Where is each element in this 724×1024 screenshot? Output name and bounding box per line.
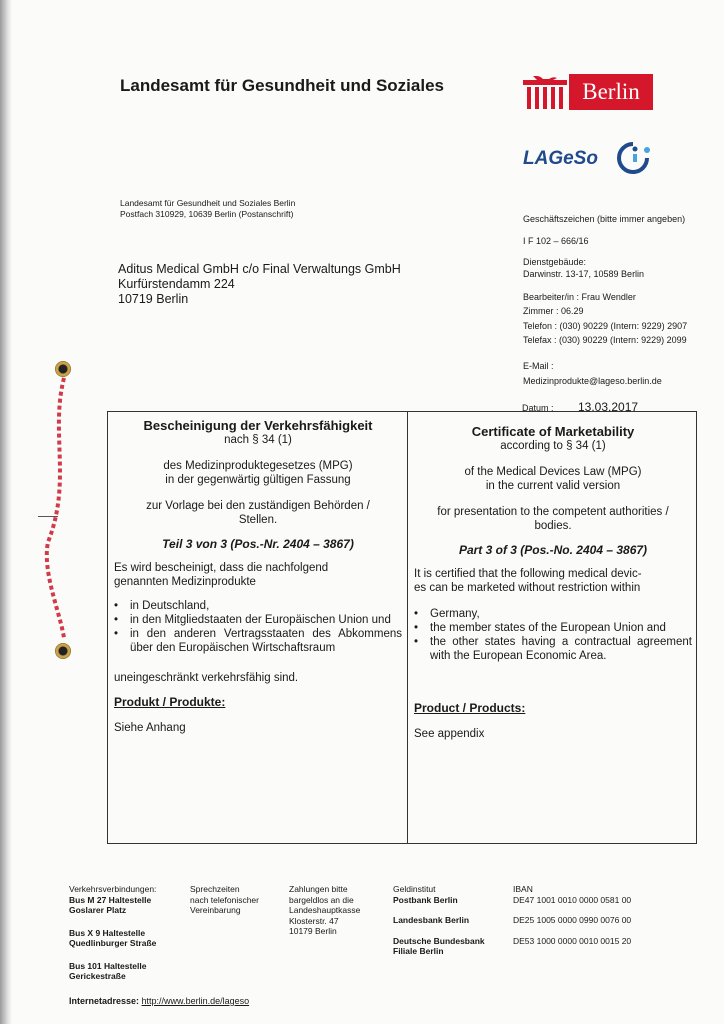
- grommet-bottom-icon: [55, 643, 71, 659]
- iban-1: DE47 1001 0010 0000 0581 00: [513, 894, 632, 905]
- lageso-emblem-icon: [611, 140, 655, 176]
- english-part: Part 3 of 3 (Pos.-No. 2404 – 3867): [458, 543, 648, 557]
- german-product-value: Siehe Anhang: [114, 722, 186, 734]
- german-sub: nach § 34 (1): [224, 434, 292, 446]
- authority-title: Landesamt für Gesundheit und Soziales: [120, 76, 444, 95]
- fax: Telefax : (030) 90229 (Intern: 9229) 2099: [523, 335, 687, 345]
- sender-line-2: Postfach 310929, 10639 Berlin (Postanschrift): [120, 209, 294, 219]
- german-product-label: Produkt / Produkte:: [114, 695, 226, 709]
- footer-payment: [289, 884, 360, 937]
- bus-2-stop: Quedlinburger Straße: [69, 938, 157, 948]
- recipient-line-3: 10719 Berlin: [118, 292, 189, 306]
- german-law-1: des Medizinproduktegesetzes (MPG): [163, 460, 353, 472]
- pay-4: Klosterstr. 47: [289, 915, 339, 926]
- column-divider: [407, 412, 408, 843]
- date-value: 13.03.2017: [578, 400, 639, 414]
- footer-banks: [393, 884, 485, 957]
- clerk: Bearbeiter/in : Frau Wendler: [523, 292, 636, 302]
- berlin-bear-icon: [523, 76, 567, 110]
- date-label: Datum :: [522, 403, 554, 413]
- bus-3-stop: Gerickestraße: [69, 971, 126, 981]
- building-value: Darwinstr. 13-17, 10589 Berlin: [523, 269, 645, 279]
- pay-3: Landeshauptkasse: [289, 905, 361, 915]
- german-part: Teil 3 von 3 (Pos.-Nr. 2404 – 3867): [162, 537, 354, 551]
- ribbon-string-icon: [42, 372, 82, 642]
- email-value: Medizinprodukte@lageso.berlin.de: [523, 376, 662, 386]
- pay-1: Zahlungen bitte: [289, 884, 348, 894]
- footer-hours: [190, 884, 259, 916]
- footer-web: [69, 996, 249, 1006]
- transport-label: Verkehrsverbindungen:: [69, 884, 157, 894]
- bank-label: Geldinstitut: [393, 884, 436, 894]
- german-intro-2: genannten Medizinprodukte: [114, 576, 256, 588]
- german-intro-1: Es wird bescheinigt, dass die nachfolgend: [114, 562, 329, 574]
- phone: Telefon : (030) 90229 (Intern: 9229) 2907: [523, 321, 688, 331]
- web-label: Internetadresse:: [69, 996, 140, 1006]
- building-label: Dienstgebäude:: [523, 257, 587, 267]
- iban-label: IBAN: [513, 884, 533, 894]
- german-purpose-2: Stellen.: [238, 514, 278, 526]
- bank-3a: Deutsche Bundesbank: [393, 935, 485, 946]
- bank-1: Postbank Berlin: [393, 894, 458, 905]
- english-bullet-3: • the other states having a contractual agreement with the European Economic Area.: [414, 635, 692, 663]
- german-law-2: in der gegenwärtig gültigen Fassung: [165, 474, 351, 486]
- english-product-label: Product / Products:: [414, 701, 526, 715]
- room: Zimmer : 06.29: [523, 306, 584, 316]
- german-bullet-2: • in den Mitgliedstaaten der Europäischen Union und: [114, 613, 402, 627]
- bus-3: Bus 101 Haltestelle: [69, 960, 147, 971]
- german-bullet-1: • in Deutschland,: [114, 599, 402, 613]
- english-law-1: of the Medical Devices Law (MPG): [464, 466, 642, 478]
- lageso-logo: [523, 140, 663, 176]
- berlin-logo: [523, 74, 653, 110]
- recipient-address: [118, 262, 401, 307]
- footer-transport: [69, 884, 156, 982]
- english-purpose-1: for presentation to the competent authorities /: [437, 506, 669, 518]
- german-column: [114, 412, 402, 735]
- german-heading: Bescheinigung der Verkehrsfähigkeit: [143, 418, 373, 433]
- german-purpose-1: zur Vorlage bei den zuständigen Behörden /: [146, 500, 370, 512]
- bank-3b: Filiale Berlin: [393, 946, 444, 956]
- bus-1-stop: Goslarer Platz: [69, 905, 127, 915]
- english-intro-1: It is certified that the following medical devic-: [414, 568, 642, 580]
- page-binding-edge: [0, 0, 12, 1024]
- hours-3: Vereinbarung: [190, 905, 241, 915]
- english-product-value: See appendix: [414, 728, 485, 740]
- reference-value: I F 102 – 666/16: [523, 236, 589, 246]
- recipient-line-1: Aditus Medical GmbH c/o Final Verwaltungs GmbH: [118, 262, 401, 276]
- english-intro-2: es can be marketed without restriction within: [414, 582, 641, 594]
- hours-1: Sprechzeiten: [190, 884, 240, 894]
- footer-iban: [513, 884, 631, 946]
- english-purpose-2: bodies.: [534, 520, 572, 532]
- bank-2: Landesbank Berlin: [393, 915, 470, 925]
- english-heading: Certificate of Marketability: [471, 424, 635, 439]
- english-bullet-1: • Germany,: [414, 607, 692, 621]
- iban-2: DE25 1005 0000 0990 0076 00: [513, 915, 632, 925]
- german-closing: uneingeschränkt verkehrsfähig sind.: [114, 672, 299, 684]
- iban-3: DE53 1000 0000 0010 0015 20: [513, 935, 632, 946]
- hours-2: nach telefonischer: [190, 894, 259, 905]
- sender-line-1: Landesamt für Gesundheit und Soziales Berlin: [120, 198, 296, 208]
- certificate-box: [107, 411, 697, 844]
- german-bullet-3: • in den anderen Vertragsstaaten des Abkommens über den Europäischen Wirtschaftsraum: [114, 627, 402, 655]
- english-bullet-2: • the member states of the European Union and: [414, 621, 692, 635]
- email-label: E-Mail :: [523, 361, 554, 371]
- reference-label: Geschäftszeichen (bitte immer angeben): [523, 214, 686, 224]
- english-column: [414, 412, 692, 741]
- bus-2: Bus X 9 Haltestelle: [69, 927, 146, 938]
- lageso-logo-text: LAGeSo: [523, 148, 598, 169]
- recipient-line-2: Kurfürstendamm 224: [118, 277, 235, 291]
- web-link[interactable]: http://www.berlin.de/lageso: [141, 996, 250, 1006]
- berlin-logo-text: Berlin: [569, 74, 653, 110]
- pay-2: bargeldlos an die: [289, 894, 354, 905]
- pay-5: 10179 Berlin: [289, 926, 337, 936]
- bus-1: Bus M 27 Haltestelle: [69, 894, 152, 905]
- english-sub: according to § 34 (1): [500, 440, 606, 452]
- english-law-2: in the current valid version: [485, 480, 621, 492]
- sender-address: [120, 198, 295, 220]
